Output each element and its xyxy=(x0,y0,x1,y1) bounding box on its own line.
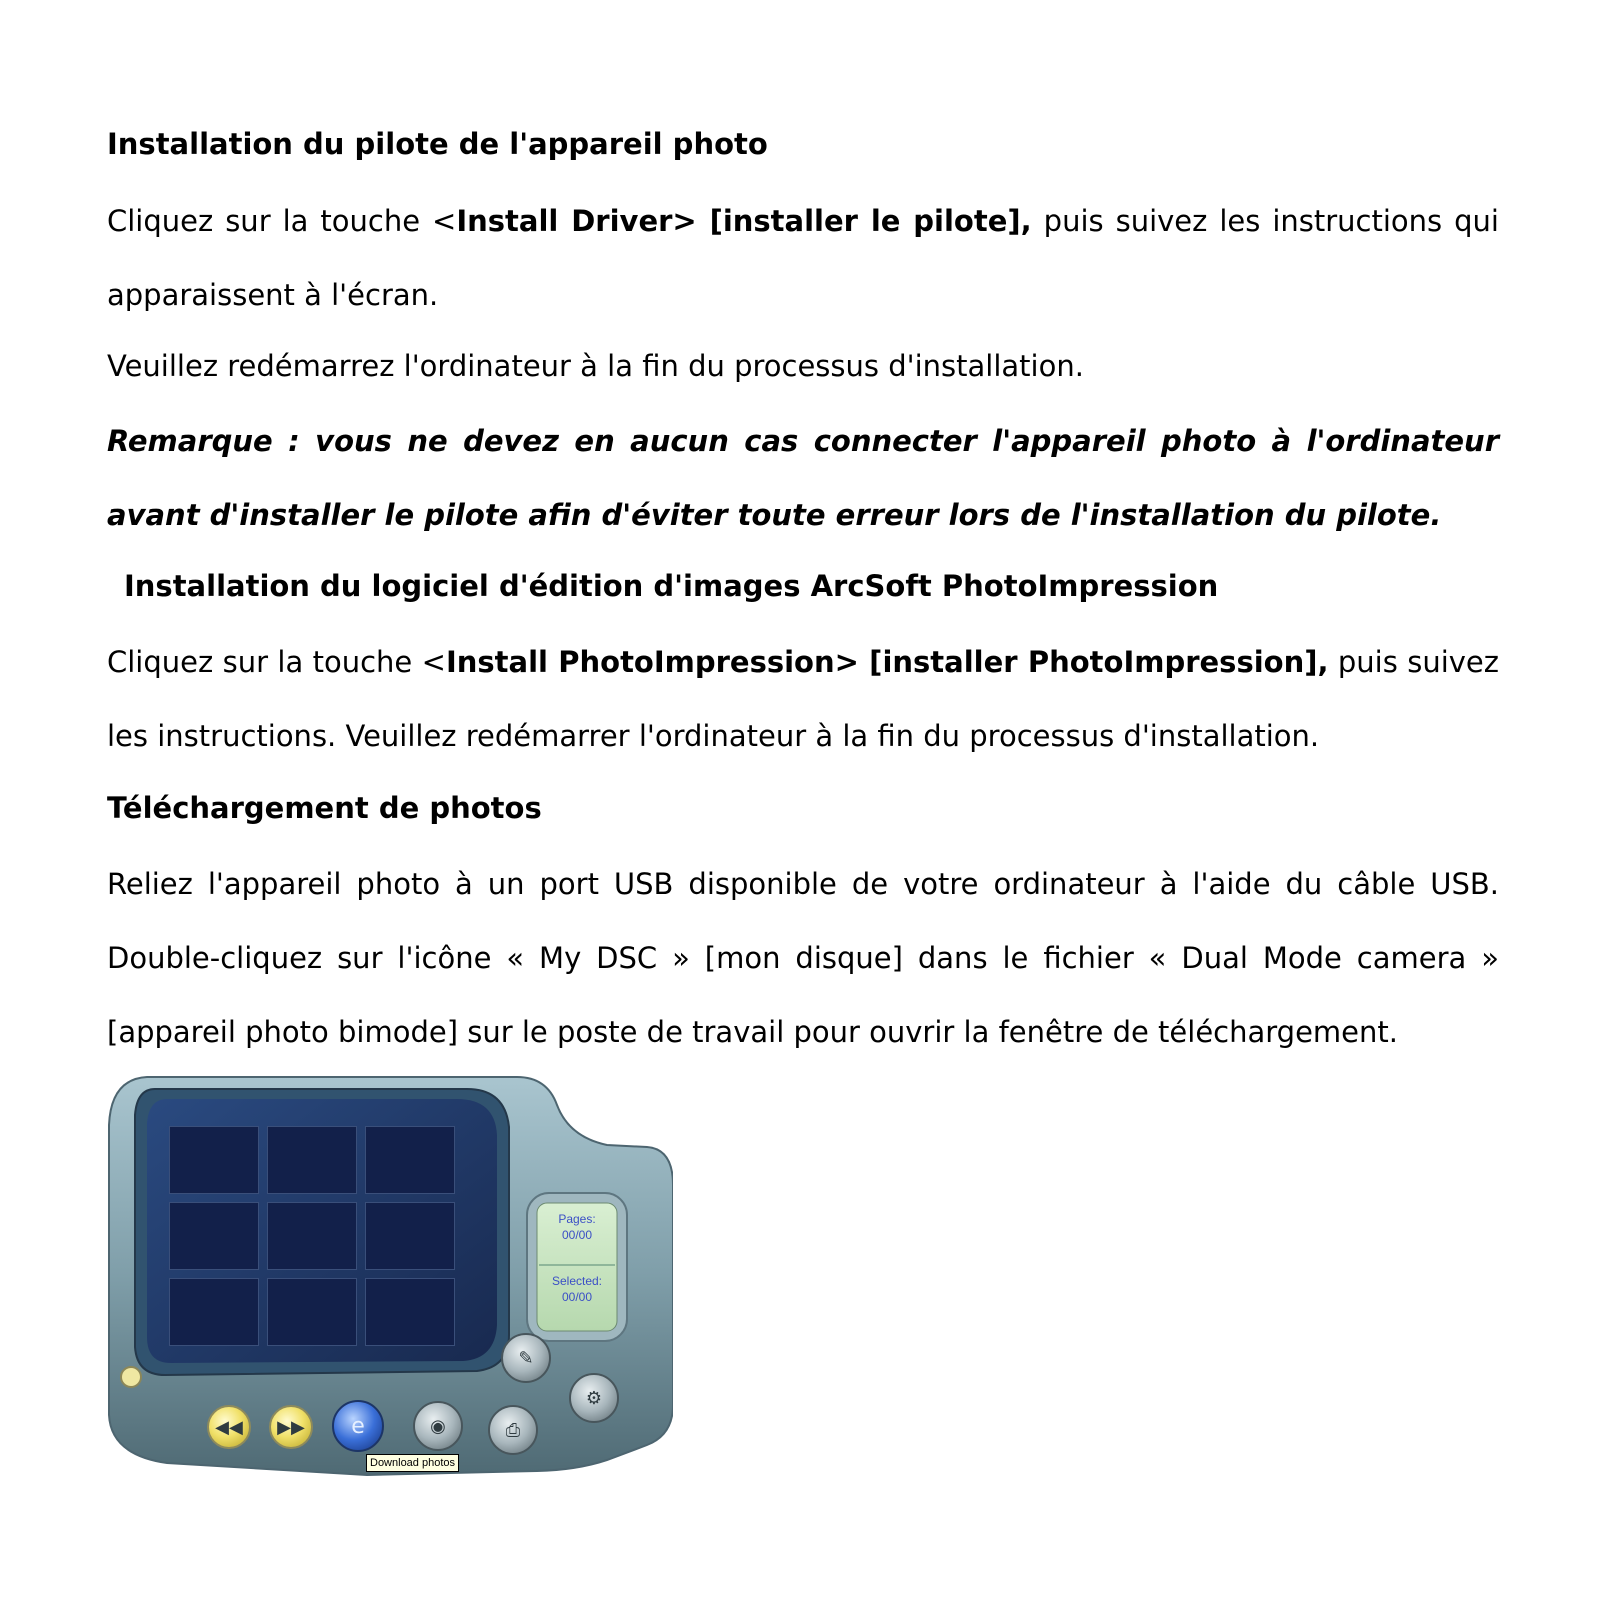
note-warning: Remarque : vous ne devez en aucun cas connecter l'appareil photo à l'ordinateur avant d'installer le pilote afin d'éviter toute erreur lors de l'installation du pilote. xyxy=(107,424,1499,532)
install-driver-prefix: Cliquez sur la touche < xyxy=(107,204,457,238)
settings-button[interactable] xyxy=(569,1373,619,1423)
thumbnail-slot[interactable] xyxy=(267,1202,357,1270)
thumbnail-slot[interactable] xyxy=(267,1278,357,1346)
thumbnail-slot[interactable] xyxy=(365,1278,455,1346)
paragraph-restart-computer: Veuillez redémarrez l'ordinateur à la fin du processus d'installation. xyxy=(107,349,1084,383)
thumbnail-slot[interactable] xyxy=(365,1126,455,1194)
download-icon: e xyxy=(351,1413,365,1439)
paragraph-install-photoimpression xyxy=(107,625,1499,773)
thumbnail-slot[interactable] xyxy=(169,1278,259,1346)
thumbnail-slot[interactable] xyxy=(169,1126,259,1194)
heading-download-photos: Téléchargement de photos xyxy=(107,791,542,825)
printer-icon: ⎙ xyxy=(505,1419,521,1441)
selected-value: 00/00 xyxy=(561,1290,593,1304)
camera-download-window xyxy=(107,1075,673,1495)
camera-icon: ◉ xyxy=(430,1415,446,1437)
install-photoimpression-label: Install PhotoImpression> [installer PhotoImpression], xyxy=(445,645,1329,679)
print-button[interactable] xyxy=(488,1405,538,1455)
download-photos-tooltip: Download photos xyxy=(366,1454,459,1472)
heading-driver-install: Installation du pilote de l'appareil photo xyxy=(107,127,768,161)
install-photoimpression-prefix: Cliquez sur la touche < xyxy=(107,645,446,679)
heading-photoimpression-install: Installation du logiciel d'édition d'images ArcSoft PhotoImpression xyxy=(124,569,1219,603)
tools-icon: ⚙ xyxy=(585,1387,603,1409)
edit-button[interactable] xyxy=(501,1333,551,1383)
pages-label: Pages: xyxy=(558,1212,596,1226)
download-photos-button[interactable] xyxy=(332,1400,384,1452)
install-driver-suffix: puis suivez les instructions qui apparaissent à l'écran. xyxy=(107,204,1499,312)
install-photoimpression-suffix: puis suivez les instructions. Veuillez redémarrer l'ordinateur à la fin du processus d'installation. xyxy=(107,645,1499,753)
thumbnail-slot[interactable] xyxy=(365,1202,455,1270)
selected-label: Selected: xyxy=(551,1274,603,1288)
paragraph-install-driver xyxy=(107,184,1499,332)
previous-page-button[interactable] xyxy=(207,1405,251,1449)
thumbnail-slot[interactable] xyxy=(267,1126,357,1194)
fast-forward-icon: ▶▶ xyxy=(277,1416,305,1438)
rewind-icon: ◀◀ xyxy=(215,1416,243,1438)
paragraph-download-photos: Reliez l'appareil photo à un port USB disponible de votre ordinateur à l'aide du câble USB. Double-cliquez sur l'icône « My DSC » [mon disque] dans le fichier « Dual Mode camera » [appareil photo bimode] sur le poste de travail pour ouvrir la fenêtre de téléchargement. xyxy=(107,867,1499,1049)
camera-button[interactable] xyxy=(413,1401,463,1451)
edit-icon: ✎ xyxy=(518,1347,534,1369)
thumbnail-slot[interactable] xyxy=(169,1202,259,1270)
install-driver-label: Install Driver> [installer le pilote], xyxy=(456,204,1032,238)
next-page-button[interactable] xyxy=(269,1405,313,1449)
pages-value: 00/00 xyxy=(561,1228,593,1242)
